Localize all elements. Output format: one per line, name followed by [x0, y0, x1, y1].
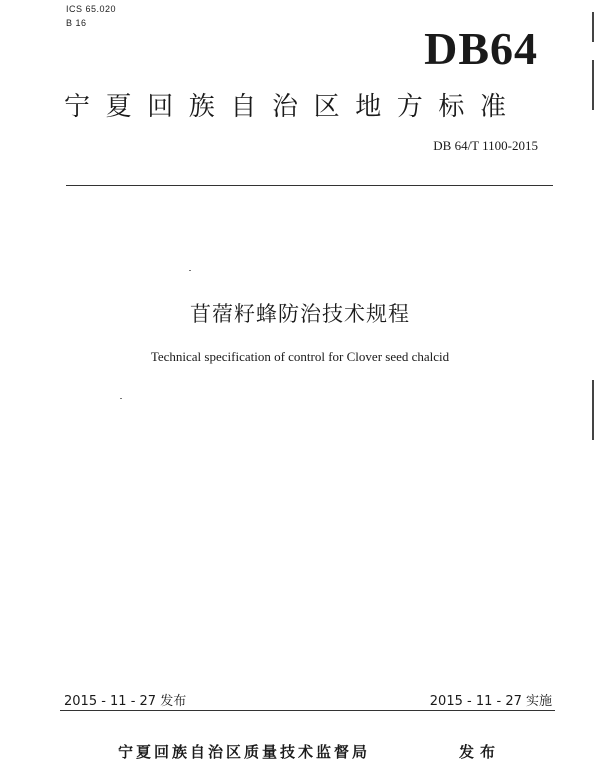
- scan-edge-mark: [592, 12, 594, 42]
- ccs-code: B 16: [66, 18, 87, 28]
- scan-edge-mark: [592, 60, 594, 110]
- implementation-date: 2015 - 11 - 27 实施: [429, 694, 552, 709]
- scan-speck: [189, 270, 191, 271]
- publisher-name: 宁夏回族自治区质量技术监督局: [118, 743, 371, 761]
- publish-label: 发布: [459, 743, 502, 761]
- scan-speck: [120, 398, 122, 399]
- document-title-english: Technical specification of control for Clover seed chalcid: [150, 349, 450, 364]
- header-divider: [66, 185, 553, 186]
- document-title-chinese: 苜蓿籽蜂防治技术规程: [190, 302, 410, 326]
- ics-code: ICS 65.020: [66, 4, 117, 14]
- issue-date: 2015 - 11 - 27 发布: [64, 694, 187, 709]
- scan-edge-mark: [592, 380, 594, 440]
- standard-type-title: 宁夏回族自治区地方标准: [64, 92, 522, 122]
- standard-code-logo: DB64: [424, 23, 538, 74]
- footer-divider: [60, 710, 555, 711]
- standard-number: DB 64/T 1100-2015: [433, 138, 538, 153]
